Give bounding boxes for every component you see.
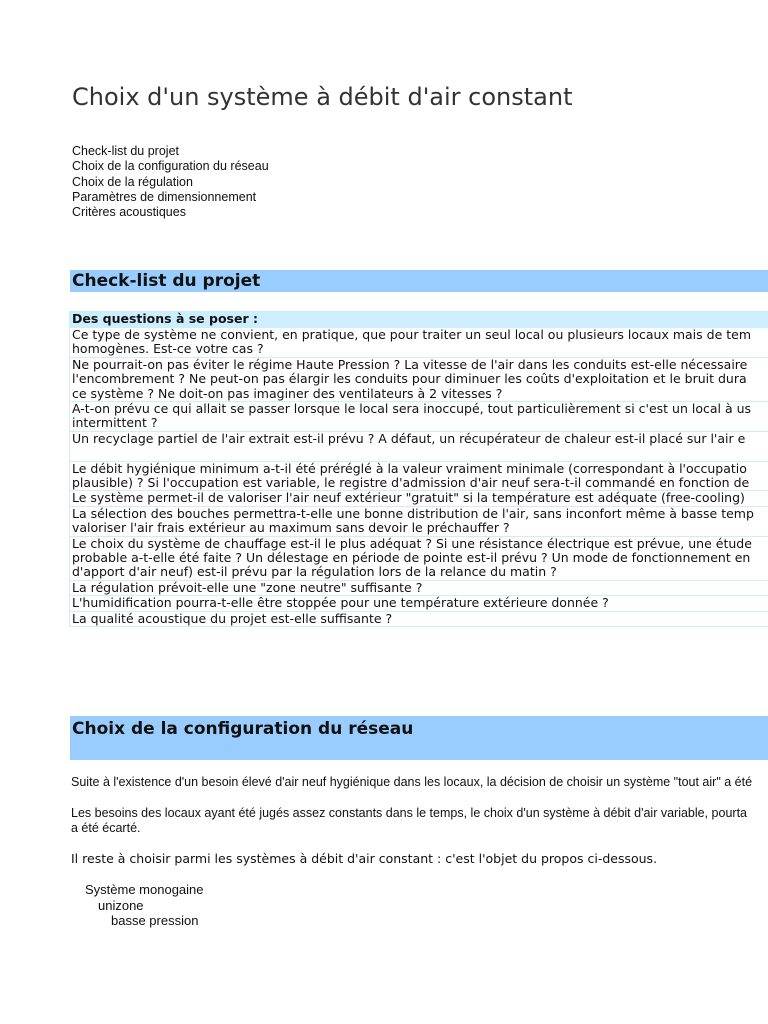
table-row xyxy=(70,402,768,432)
question-line: La sélection des bouches permettra-t-elle une bonne distribution de l'air, sans inconfort même à basse temp xyxy=(72,505,754,521)
table-header-cell: Des questions à se poser : xyxy=(70,312,768,328)
table-row xyxy=(70,328,768,358)
question-line: plausible) ? Si l'occupation est variable, le registre d'admission d'air neuf sera-t-il commandé en fonction de xyxy=(72,475,750,491)
question-line: La qualité acoustique du projet est-elle suffisante ? xyxy=(72,610,393,626)
toc-link-network-configuration[interactable]: Choix de la configuration du réseau xyxy=(72,159,269,174)
table-row xyxy=(70,596,768,611)
question-line: Ce type de système ne convient, en pratique, que pour traiter un seul local ou plusieurs locaux mais de tem xyxy=(72,327,751,342)
question-line: intermittent ? xyxy=(72,415,158,431)
table-row xyxy=(70,536,768,580)
table-row xyxy=(70,357,768,401)
question-line: valoriser l'air frais extérieur au maximum sans devoir le préchauffer ? xyxy=(72,520,510,536)
toc-link-regulation[interactable]: Choix de la régulation xyxy=(72,174,193,189)
question-line: homogènes. Est-ce votre cas ? xyxy=(72,341,264,357)
question-line: A-t-on prévu ce qui allait se passer lorsque le local sera inoccupé, tout particulièrement si c'est un local à us xyxy=(72,401,752,417)
table-row xyxy=(70,506,768,536)
config-section-header xyxy=(70,716,768,760)
question-line: Ne pourrait-on pas éviter le régime Haute Pression ? La vitesse de l'air dans les conduits est-elle nécessaire xyxy=(72,356,748,372)
toc-link-acoustic-criteria[interactable]: Critères acoustiques xyxy=(72,205,186,220)
question-line: Le système permet-il de valoriser l'air neuf extérieur "gratuit" si la température est adéquate (free-cooling) xyxy=(72,490,745,506)
config-paragraph-2-line-2: a été écarté. xyxy=(71,821,141,835)
config-paragraph-1: Suite à l'existence d'un besoin élevé d'air neuf hygiénique dans les locaux, la décision de choisir un système "tout air" a été xyxy=(71,775,753,789)
checklist-table xyxy=(69,311,768,627)
config-paragraph-2-line-1: Les besoins des locaux ayant été jugés assez constants dans le temps, le choix d'un système à débit d'air variable, pourta xyxy=(71,806,747,820)
table-header-row xyxy=(70,312,768,328)
toc-link-checklist[interactable]: Check-list du projet xyxy=(72,144,179,158)
tree-item-level-2: unizone xyxy=(98,897,144,913)
config-section-title: Choix de la configuration du réseau xyxy=(72,719,414,739)
question-line: Le débit hygiénique minimum a-t-il été préréglé à la valeur vraiment minimale (correspondant à l'occupatio xyxy=(72,460,747,476)
checklist-section-header xyxy=(70,270,768,292)
table-of-contents xyxy=(72,144,269,220)
system-tree xyxy=(85,882,204,929)
tree-item-level-1: Système monogaine xyxy=(85,882,204,897)
table-row xyxy=(70,461,768,491)
question-line: ce système ? Ne doit-on pas imaginer des ventilateurs à 2 vitesses ? xyxy=(72,385,503,401)
table-row xyxy=(70,611,768,626)
question-line: probable a-t-elle été faite ? Un délestage en période de pointe est-il prévu ? Un mode de fonctionnement en xyxy=(72,550,751,566)
question-line: l'encombrement ? Ne peut-on pas élargir les conduits pour diminuer les coûts d'exploitation et le bruit dura xyxy=(72,371,747,387)
tree-item-level-3: basse pression xyxy=(111,913,199,928)
page-title: Choix d'un système à débit d'air constant xyxy=(72,83,573,111)
question-line: Le choix du système de chauffage est-il le plus adéquat ? Si une résistance électrique est prévue, une étude xyxy=(72,535,752,551)
question-line: La régulation prévoit-elle une "zone neutre" suffisante ? xyxy=(72,579,423,595)
checklist-section-title: Check-list du projet xyxy=(72,271,261,291)
question-line: L'humidification pourra-t-elle être stoppée pour une température extérieure donnée ? xyxy=(72,595,609,611)
question-line: d'apport d'air neuf) est-il prévu par la régulation lors de la relance du matin ? xyxy=(72,564,557,580)
table-row xyxy=(70,491,768,506)
table-row xyxy=(70,580,768,595)
config-paragraph-3: Il reste à choisir parmi les systèmes à débit d'air constant : c'est l'objet du propos ci-dessous. xyxy=(71,851,658,866)
toc-link-sizing-parameters[interactable]: Paramètres de dimensionnement xyxy=(72,189,257,204)
question-line xyxy=(72,446,768,460)
question-line: Un recyclage partiel de l'air extrait est-il prévu ? A défaut, un récupérateur de chaleur est-il placé sur l'air e xyxy=(72,430,746,446)
table-row xyxy=(70,431,768,461)
